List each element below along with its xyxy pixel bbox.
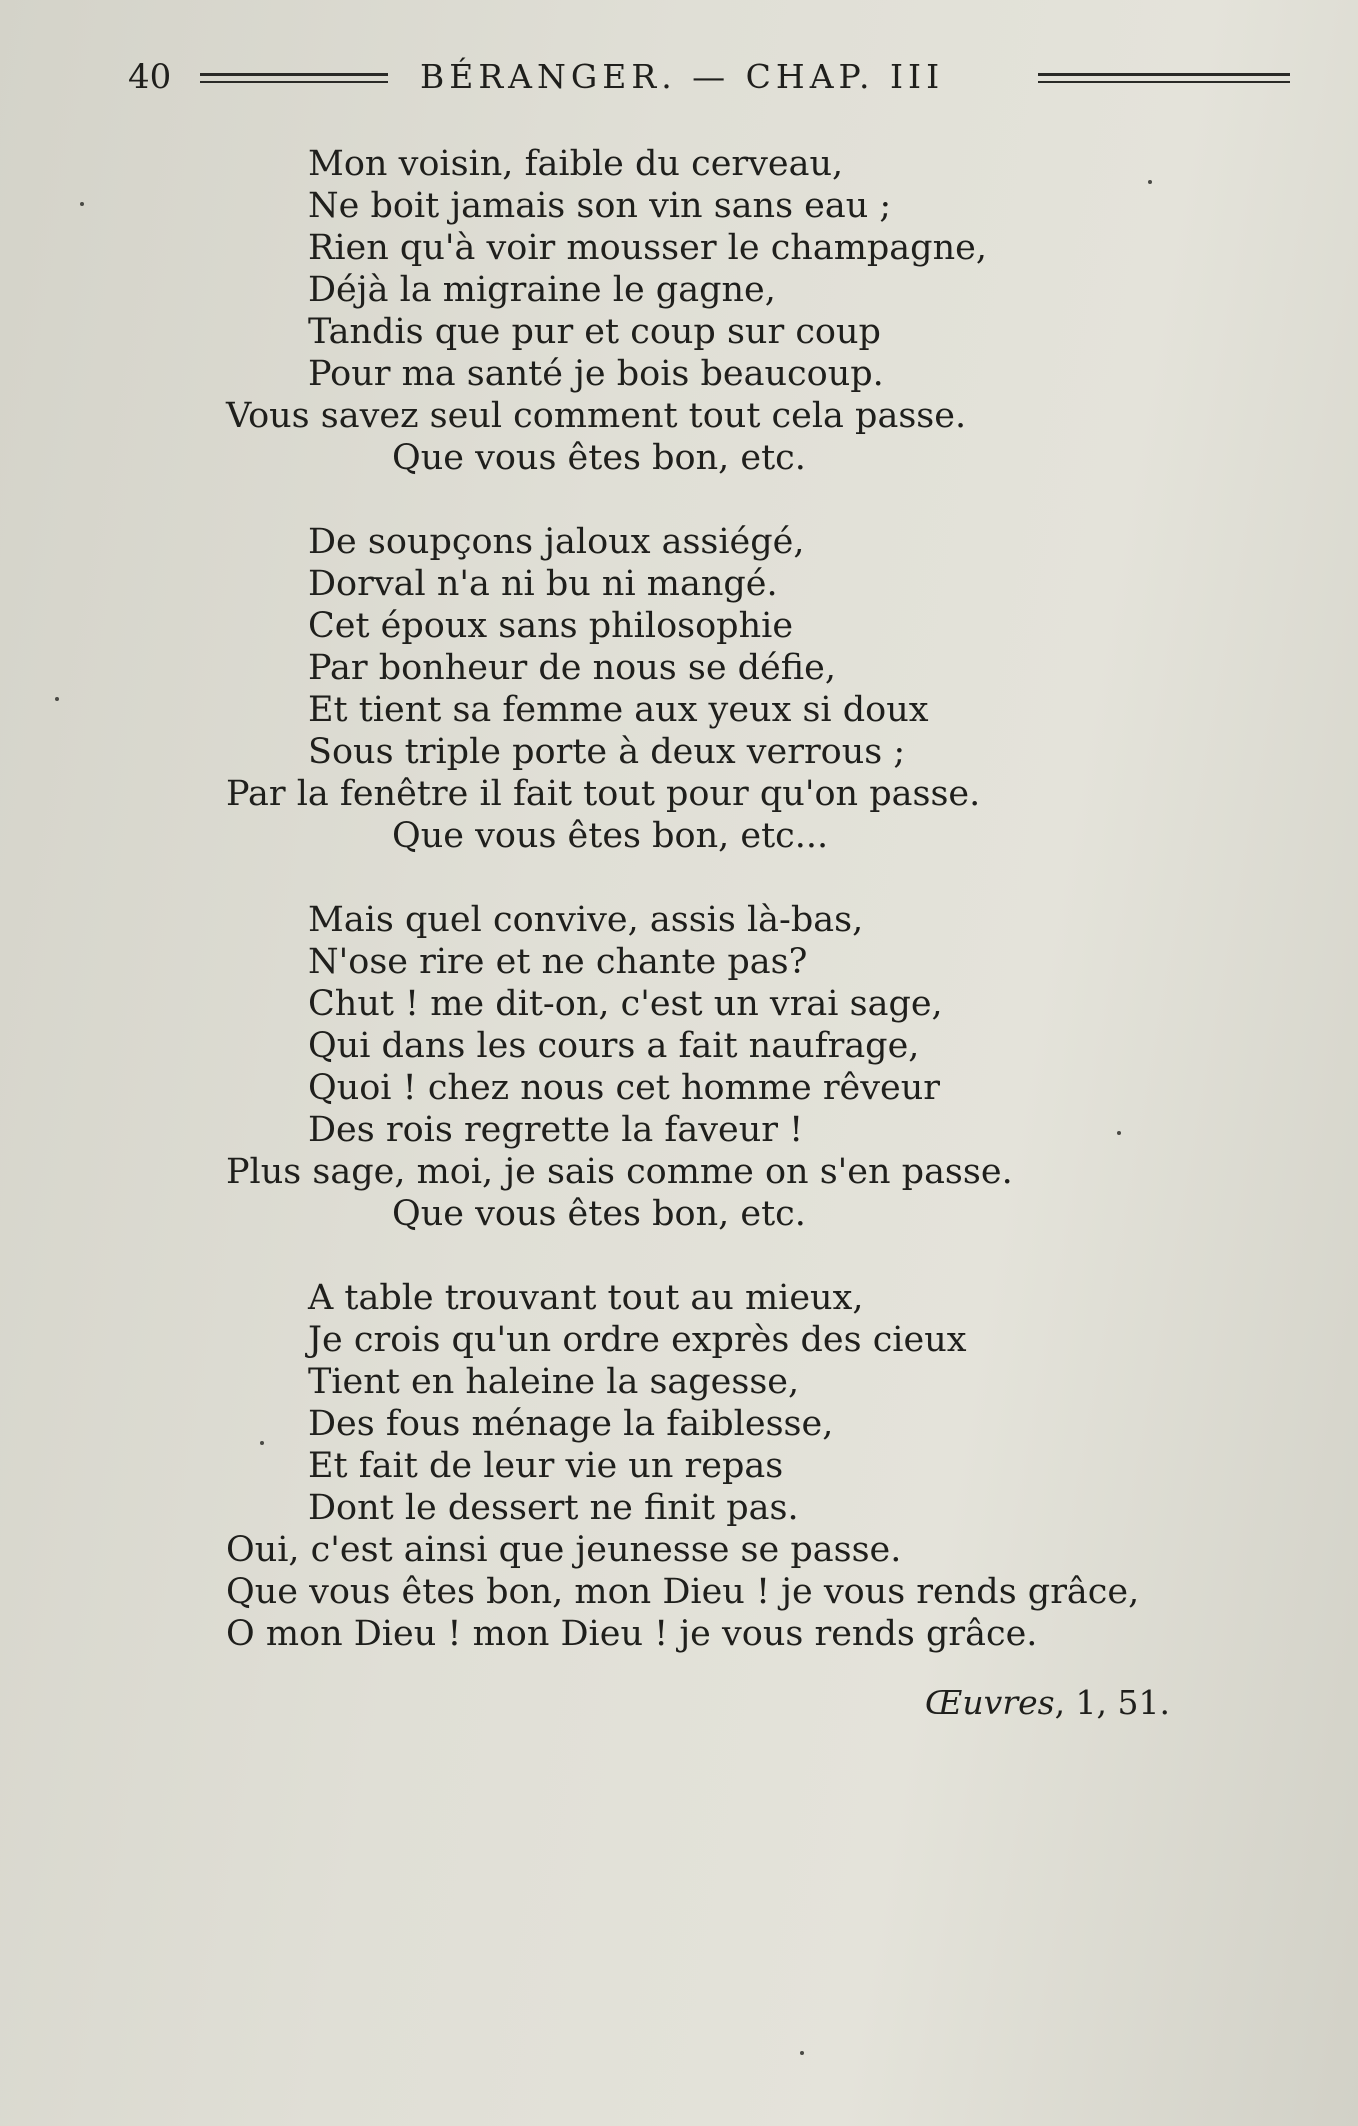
paper-speck xyxy=(800,2051,804,2055)
paper-speck xyxy=(55,697,59,701)
verse-line: Par bonheur de nous se défie, xyxy=(308,648,836,688)
verse-line: Tient en haleine la sagesse, xyxy=(308,1362,800,1402)
paper-speck xyxy=(1117,1131,1121,1135)
verse-line: Qui dans les cours a fait naufrage, xyxy=(308,1026,920,1066)
poem-body xyxy=(0,143,1358,1655)
paper-speck xyxy=(1148,180,1152,184)
page-header xyxy=(128,52,1288,102)
verse-line: Et tient sa femme aux yeux si doux xyxy=(308,690,929,730)
verse-line: Déjà la migraine le gagne, xyxy=(308,270,776,310)
verse-line: Je crois qu'un ordre exprès des cieux xyxy=(308,1320,967,1360)
header-rule-right xyxy=(1038,73,1290,83)
verse-line: Dorval n'a ni bu ni mangé. xyxy=(308,564,778,604)
stanza-4 xyxy=(0,1277,1358,1655)
verse-line: Dont le dessert ne finit pas. xyxy=(308,1488,799,1528)
verse-line: Sous triple porte à deux verrous ; xyxy=(308,732,906,772)
header-rule-left xyxy=(200,73,388,83)
closing-line: Oui, c'est ainsi que jeunesse se passe. xyxy=(226,1530,902,1570)
verse-line: Cet époux sans philosophie xyxy=(308,606,794,646)
verse-line: Des fous ménage la faiblesse, xyxy=(308,1404,834,1444)
verse-line: Chut ! me dit-on, c'est un vrai sage, xyxy=(308,984,943,1024)
stanza-1 xyxy=(0,143,1358,479)
verse-line: Des rois regrette la faveur ! xyxy=(308,1110,804,1150)
closing-line: Vous savez seul comment tout cela passe. xyxy=(226,396,967,436)
closing-line: Par la fenêtre il fait tout pour qu'on passe. xyxy=(226,774,981,814)
page-number: 40 xyxy=(128,57,172,97)
verse-line: A table trouvant tout au mieux, xyxy=(308,1278,864,1318)
verse-line: Pour ma santé je bois beaucoup. xyxy=(308,354,884,394)
refrain-line: Que vous êtes bon, etc. xyxy=(392,438,806,478)
refrain-line: Que vous êtes bon, etc... xyxy=(392,816,829,856)
verse-line: Rien qu'à voir mousser le champagne, xyxy=(308,228,987,268)
verse-line: N'ose rire et ne chante pas? xyxy=(308,942,808,982)
verse-line: Tandis que pur et coup sur coup xyxy=(308,312,881,352)
verse-line: Et fait de leur vie un repas xyxy=(308,1446,784,1486)
verse-line: Mais quel convive, assis là-bas, xyxy=(308,900,864,940)
source-work: Œuvres xyxy=(924,1683,1055,1722)
verse-line: Mon voisin, faible du cerveau, xyxy=(308,144,844,184)
paper-speck xyxy=(80,202,84,206)
stanza-2 xyxy=(0,521,1358,857)
verse-line: Quoi ! chez nous cet homme rêveur xyxy=(308,1068,941,1108)
verse-line: De soupçons jaloux assiégé, xyxy=(308,522,805,562)
source-location: , 1, 51. xyxy=(1054,1683,1170,1722)
source-citation xyxy=(925,1682,1170,1724)
closing-line: O mon Dieu ! mon Dieu ! je vous rends grâce. xyxy=(226,1614,1038,1654)
closing-line: Plus sage, moi, je sais comme on s'en passe. xyxy=(226,1152,1013,1192)
paper-speck xyxy=(260,1441,264,1445)
refrain-line: Que vous êtes bon, etc. xyxy=(392,1194,806,1234)
stanza-3 xyxy=(0,899,1358,1235)
closing-line: Que vous êtes bon, mon Dieu ! je vous rends grâce, xyxy=(226,1572,1140,1612)
verse-line: Ne boit jamais son vin sans eau ; xyxy=(308,186,892,226)
running-title: BÉRANGER. — CHAP. III xyxy=(420,57,945,96)
